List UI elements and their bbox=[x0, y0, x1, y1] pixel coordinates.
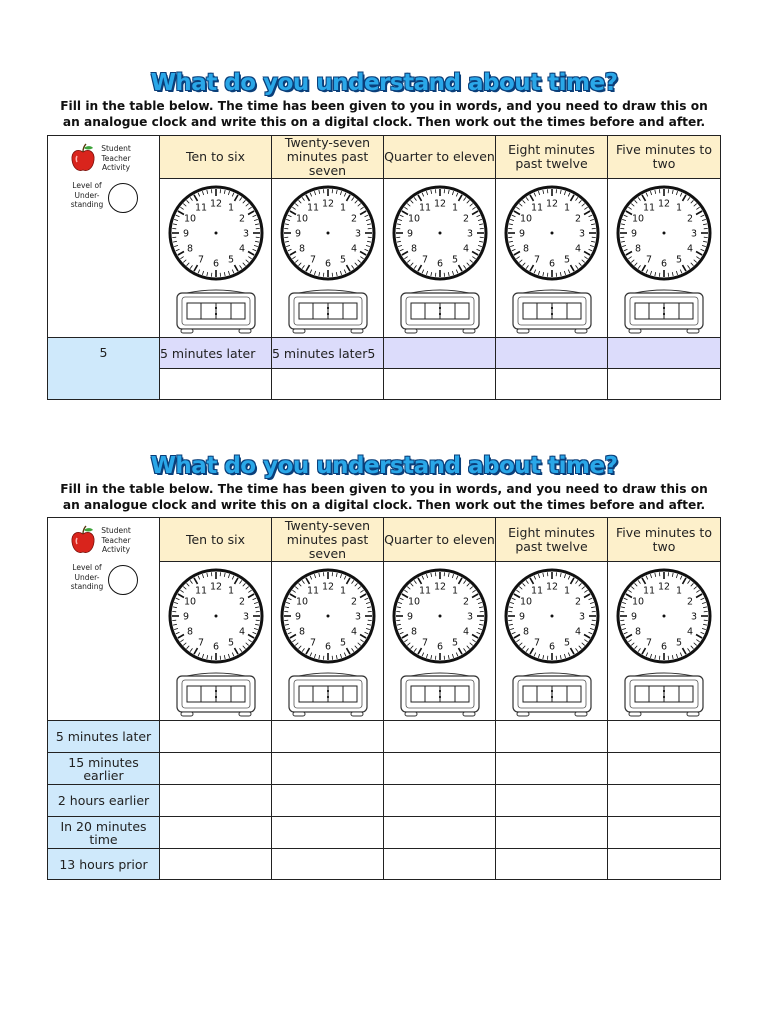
clock-number: 11 bbox=[530, 202, 543, 214]
clock-number: 6 bbox=[324, 258, 331, 270]
answer-cell[interactable] bbox=[384, 369, 496, 400]
clock-number: 9 bbox=[182, 611, 189, 623]
clock-number: 12 bbox=[433, 198, 446, 210]
answer-cell[interactable] bbox=[272, 785, 384, 817]
clock-number: 5 bbox=[451, 254, 458, 266]
clock-cell[interactable] bbox=[496, 179, 608, 338]
clock-number: 9 bbox=[406, 611, 413, 623]
clock-number: 11 bbox=[418, 202, 431, 214]
column-header: Five minutes to two bbox=[608, 518, 721, 562]
clock-cell[interactable] bbox=[496, 562, 608, 721]
clock-number: 3 bbox=[242, 228, 249, 240]
clock-number: 8 bbox=[522, 626, 529, 638]
row-label: 5 bbox=[48, 338, 160, 400]
column-header: Twenty-seven minutes past seven bbox=[272, 518, 384, 562]
level-of-understanding-label: Level of Under- standing bbox=[70, 181, 104, 209]
analogue-clock[interactable] bbox=[166, 566, 266, 666]
answer-cell[interactable] bbox=[496, 369, 608, 400]
clock-cell[interactable] bbox=[384, 179, 496, 338]
clock-number: 8 bbox=[410, 243, 417, 255]
answer-cell[interactable] bbox=[384, 338, 496, 369]
clock-number: 7 bbox=[645, 637, 653, 649]
clock-number: 10 bbox=[407, 213, 420, 225]
apple-icon bbox=[70, 525, 96, 555]
clock-number: 7 bbox=[309, 637, 316, 649]
row-label: 2 hours earlier bbox=[48, 785, 160, 817]
clock-number: 11 bbox=[194, 202, 207, 214]
understanding-circle[interactable] bbox=[108, 183, 138, 213]
clock-cell[interactable] bbox=[608, 179, 721, 338]
clock-number: 7 bbox=[309, 254, 316, 266]
clock-cell[interactable] bbox=[384, 562, 496, 721]
clock-number: 8 bbox=[186, 243, 193, 255]
clock-centre-dot bbox=[663, 615, 666, 618]
answer-cell[interactable] bbox=[608, 338, 721, 369]
clock-number: 12 bbox=[433, 581, 446, 593]
answer-cell[interactable] bbox=[496, 817, 608, 849]
answer-cell[interactable] bbox=[496, 785, 608, 817]
clock-number: 4 bbox=[686, 626, 694, 638]
clock-number: 4 bbox=[574, 626, 581, 638]
clock-cell[interactable] bbox=[608, 562, 721, 721]
clock-number: 4 bbox=[350, 626, 357, 638]
clock-number: 12 bbox=[209, 581, 222, 593]
row-label: In 20 minutes time bbox=[48, 817, 160, 849]
clock-number: 5 bbox=[675, 254, 683, 266]
answer-cell[interactable]: 5 minutes later5 bbox=[272, 338, 384, 369]
digital-clock[interactable] bbox=[621, 668, 707, 720]
answer-cell[interactable] bbox=[496, 338, 608, 369]
clock-number: 2 bbox=[350, 596, 357, 608]
worksheet-2 bbox=[0, 451, 768, 872]
answer-cell[interactable] bbox=[384, 753, 496, 785]
clock-number: 10 bbox=[295, 213, 308, 225]
clock-number: 5 bbox=[451, 637, 458, 649]
clock-number: 2 bbox=[686, 596, 694, 608]
clock-number: 10 bbox=[183, 596, 196, 608]
answer-cell[interactable] bbox=[608, 817, 721, 849]
clock-centre-dot bbox=[438, 232, 441, 235]
answer-cell[interactable] bbox=[272, 849, 384, 880]
answer-cell[interactable] bbox=[384, 721, 496, 753]
clock-centre-dot bbox=[550, 615, 553, 618]
clock-number: 6 bbox=[660, 258, 668, 270]
answer-cell[interactable] bbox=[384, 849, 496, 880]
analogue-clock[interactable] bbox=[166, 183, 266, 283]
clock-centre-dot bbox=[550, 232, 553, 235]
clock-number: 6 bbox=[660, 641, 668, 653]
clock-centre-dot bbox=[326, 232, 329, 235]
clock-number: 3 bbox=[354, 228, 361, 240]
digital-clock[interactable] bbox=[397, 285, 483, 337]
clock-cell[interactable] bbox=[160, 562, 272, 721]
analogue-clock[interactable] bbox=[390, 183, 490, 283]
clock-number: 9 bbox=[630, 611, 638, 623]
clock-number: 2 bbox=[462, 213, 469, 225]
clock-number: 10 bbox=[295, 596, 308, 608]
digital-clock[interactable] bbox=[173, 285, 259, 337]
clock-number: 6 bbox=[548, 258, 555, 270]
analogue-clock[interactable] bbox=[502, 566, 602, 666]
answer-cell[interactable] bbox=[608, 369, 721, 400]
answer-cell[interactable] bbox=[384, 817, 496, 849]
clock-number: 5 bbox=[339, 254, 346, 266]
answer-cell[interactable] bbox=[272, 753, 384, 785]
column-header: Quarter to eleven bbox=[384, 136, 496, 179]
clock-centre-dot bbox=[214, 615, 217, 618]
clock-number: 2 bbox=[350, 213, 357, 225]
clock-number: 3 bbox=[354, 611, 361, 623]
clock-number: 8 bbox=[298, 626, 305, 638]
clock-number: 10 bbox=[407, 596, 420, 608]
clock-number: 7 bbox=[197, 637, 204, 649]
clock-number: 1 bbox=[451, 585, 458, 597]
clock-number: 3 bbox=[578, 228, 585, 240]
analogue-clock[interactable] bbox=[502, 183, 602, 283]
student-teacher-activity-label: Student Teacher Activity bbox=[101, 526, 131, 554]
clock-number: 6 bbox=[212, 258, 219, 270]
clock-number: 11 bbox=[306, 202, 319, 214]
clock-number: 9 bbox=[294, 611, 301, 623]
clock-number: 9 bbox=[518, 228, 525, 240]
clock-number: 4 bbox=[350, 243, 357, 255]
column-header: Twenty-seven minutes past seven bbox=[272, 136, 384, 179]
clock-number: 5 bbox=[339, 637, 346, 649]
clock-number: 11 bbox=[642, 585, 656, 597]
clock-number: 10 bbox=[631, 596, 645, 608]
clock-number: 3 bbox=[578, 611, 585, 623]
clock-number: 3 bbox=[242, 611, 249, 623]
clock-number: 3 bbox=[466, 228, 473, 240]
clock-number: 12 bbox=[545, 581, 558, 593]
clock-number: 1 bbox=[675, 585, 683, 597]
answer-cell[interactable] bbox=[496, 721, 608, 753]
answer-cell[interactable] bbox=[272, 721, 384, 753]
clock-number: 12 bbox=[209, 198, 222, 210]
answer-cell[interactable] bbox=[272, 369, 384, 400]
clock-number: 10 bbox=[519, 596, 532, 608]
time-table bbox=[47, 135, 721, 400]
clock-number: 1 bbox=[563, 585, 570, 597]
column-header: Five minutes to two bbox=[608, 136, 721, 179]
clock-number: 6 bbox=[436, 641, 443, 653]
clock-number: 1 bbox=[339, 585, 346, 597]
clock-number: 7 bbox=[645, 254, 653, 266]
digital-clock[interactable] bbox=[285, 285, 371, 337]
answer-cell[interactable] bbox=[608, 849, 721, 880]
clock-number: 1 bbox=[227, 202, 234, 214]
clock-number: 4 bbox=[238, 243, 245, 255]
clock-number: 9 bbox=[294, 228, 301, 240]
column-header: Ten to six bbox=[160, 518, 272, 562]
clock-number: 2 bbox=[574, 596, 581, 608]
clock-number: 3 bbox=[466, 611, 473, 623]
worksheet-1 bbox=[0, 68, 768, 361]
answer-cell[interactable] bbox=[608, 785, 721, 817]
analogue-clock[interactable] bbox=[390, 566, 490, 666]
clock-number: 10 bbox=[631, 213, 645, 225]
answer-cell[interactable] bbox=[160, 369, 272, 400]
clock-number: 8 bbox=[298, 243, 305, 255]
student-teacher-activity-label: Student Teacher Activity bbox=[101, 144, 131, 172]
clock-number: 8 bbox=[634, 243, 642, 255]
clock-number: 12 bbox=[321, 581, 334, 593]
clock-number: 6 bbox=[436, 258, 443, 270]
clock-number: 9 bbox=[406, 228, 413, 240]
clock-number: 7 bbox=[533, 254, 540, 266]
row-label: 5 minutes later bbox=[48, 721, 160, 753]
clock-number: 5 bbox=[563, 637, 570, 649]
clock-number: 3 bbox=[690, 611, 698, 623]
column-header: Eight minutes past twelve bbox=[496, 518, 608, 562]
clock-number: 5 bbox=[675, 637, 683, 649]
answer-cell[interactable] bbox=[608, 721, 721, 753]
worksheet-instructions: Fill in the table below. The time has been given to you in words, and you need to draw this on an analogue clock and write this on a digital clock. Then work out the times before and after. bbox=[60, 482, 708, 512]
digital-clock[interactable] bbox=[509, 285, 595, 337]
clock-number: 1 bbox=[563, 202, 570, 214]
analogue-clock[interactable] bbox=[614, 183, 714, 283]
clock-number: 12 bbox=[321, 198, 334, 210]
digital-clock[interactable] bbox=[397, 668, 483, 720]
answer-cell[interactable] bbox=[160, 849, 272, 880]
clock-number: 2 bbox=[238, 213, 245, 225]
clock-number: 2 bbox=[574, 213, 581, 225]
clock-centre-dot bbox=[663, 232, 666, 235]
clock-number: 11 bbox=[418, 585, 431, 597]
worksheet-instructions: Fill in the table below. The time has been given to you in words, and you need to draw this on an analogue clock and write this on a digital clock. Then work out the times before and after. bbox=[60, 99, 708, 129]
activity-cell bbox=[48, 136, 160, 338]
clock-number: 4 bbox=[462, 243, 469, 255]
analogue-clock[interactable] bbox=[614, 566, 714, 666]
apple-icon bbox=[70, 143, 96, 173]
clock-cell[interactable] bbox=[272, 179, 384, 338]
clock-number: 5 bbox=[227, 254, 234, 266]
clock-number: 4 bbox=[462, 626, 469, 638]
answer-cell[interactable] bbox=[496, 849, 608, 880]
clock-number: 6 bbox=[548, 641, 555, 653]
digital-clock[interactable] bbox=[173, 668, 259, 720]
time-table bbox=[47, 517, 721, 880]
clock-number: 1 bbox=[339, 202, 346, 214]
clock-number: 11 bbox=[306, 585, 319, 597]
clock-number: 9 bbox=[182, 228, 189, 240]
clock-number: 12 bbox=[545, 198, 558, 210]
clock-number: 7 bbox=[421, 254, 428, 266]
clock-centre-dot bbox=[438, 615, 441, 618]
clock-number: 10 bbox=[519, 213, 532, 225]
answer-cell[interactable] bbox=[160, 753, 272, 785]
answer-cell[interactable] bbox=[608, 753, 721, 785]
clock-number: 7 bbox=[421, 637, 428, 649]
clock-number: 12 bbox=[657, 198, 671, 210]
clock-number: 6 bbox=[324, 641, 331, 653]
clock-number: 12 bbox=[657, 581, 671, 593]
understanding-circle[interactable] bbox=[108, 565, 138, 595]
clock-number: 2 bbox=[238, 596, 245, 608]
clock-cell[interactable] bbox=[160, 179, 272, 338]
column-header: Eight minutes past twelve bbox=[496, 136, 608, 179]
digital-clock[interactable] bbox=[285, 668, 371, 720]
clock-number: 10 bbox=[183, 213, 196, 225]
clock-number: 9 bbox=[518, 611, 525, 623]
digital-clock[interactable] bbox=[509, 668, 595, 720]
clock-number: 8 bbox=[410, 626, 417, 638]
analogue-clock[interactable] bbox=[278, 566, 378, 666]
worksheet-title: What do you understand about time? bbox=[150, 70, 618, 96]
clock-number: 11 bbox=[194, 585, 207, 597]
column-header: Ten to six bbox=[160, 136, 272, 179]
clock-number: 4 bbox=[686, 243, 694, 255]
row-label: 15 minutes earlier bbox=[48, 753, 160, 785]
worksheet-title: What do you understand about time? bbox=[150, 453, 618, 479]
clock-number: 5 bbox=[563, 254, 570, 266]
clock-number: 8 bbox=[634, 626, 642, 638]
clock-number: 11 bbox=[642, 202, 656, 214]
clock-centre-dot bbox=[326, 615, 329, 618]
clock-number: 6 bbox=[212, 641, 219, 653]
digital-clock[interactable] bbox=[621, 285, 707, 337]
row-label: 13 hours prior bbox=[48, 849, 160, 880]
clock-number: 1 bbox=[675, 202, 683, 214]
clock-centre-dot bbox=[214, 232, 217, 235]
clock-number: 9 bbox=[630, 228, 638, 240]
answer-cell[interactable]: 5 minutes later bbox=[160, 338, 272, 369]
answer-cell[interactable] bbox=[384, 785, 496, 817]
column-header: Quarter to eleven bbox=[384, 518, 496, 562]
level-of-understanding-label: Level of Under- standing bbox=[70, 563, 104, 591]
answer-cell[interactable] bbox=[160, 817, 272, 849]
clock-number: 2 bbox=[686, 213, 694, 225]
clock-number: 8 bbox=[186, 626, 193, 638]
clock-number: 8 bbox=[522, 243, 529, 255]
activity-cell bbox=[48, 518, 160, 721]
clock-number: 7 bbox=[197, 254, 204, 266]
answer-cell[interactable] bbox=[160, 721, 272, 753]
answer-cell[interactable] bbox=[160, 785, 272, 817]
clock-number: 1 bbox=[451, 202, 458, 214]
answer-cell[interactable] bbox=[496, 753, 608, 785]
clock-number: 4 bbox=[574, 243, 581, 255]
clock-number: 3 bbox=[690, 228, 698, 240]
clock-number: 7 bbox=[533, 637, 540, 649]
analogue-clock[interactable] bbox=[278, 183, 378, 283]
answer-cell[interactable] bbox=[272, 817, 384, 849]
clock-number: 2 bbox=[462, 596, 469, 608]
clock-number: 1 bbox=[227, 585, 234, 597]
clock-number: 4 bbox=[238, 626, 245, 638]
clock-number: 11 bbox=[530, 585, 543, 597]
clock-cell[interactable] bbox=[272, 562, 384, 721]
clock-number: 5 bbox=[227, 637, 234, 649]
